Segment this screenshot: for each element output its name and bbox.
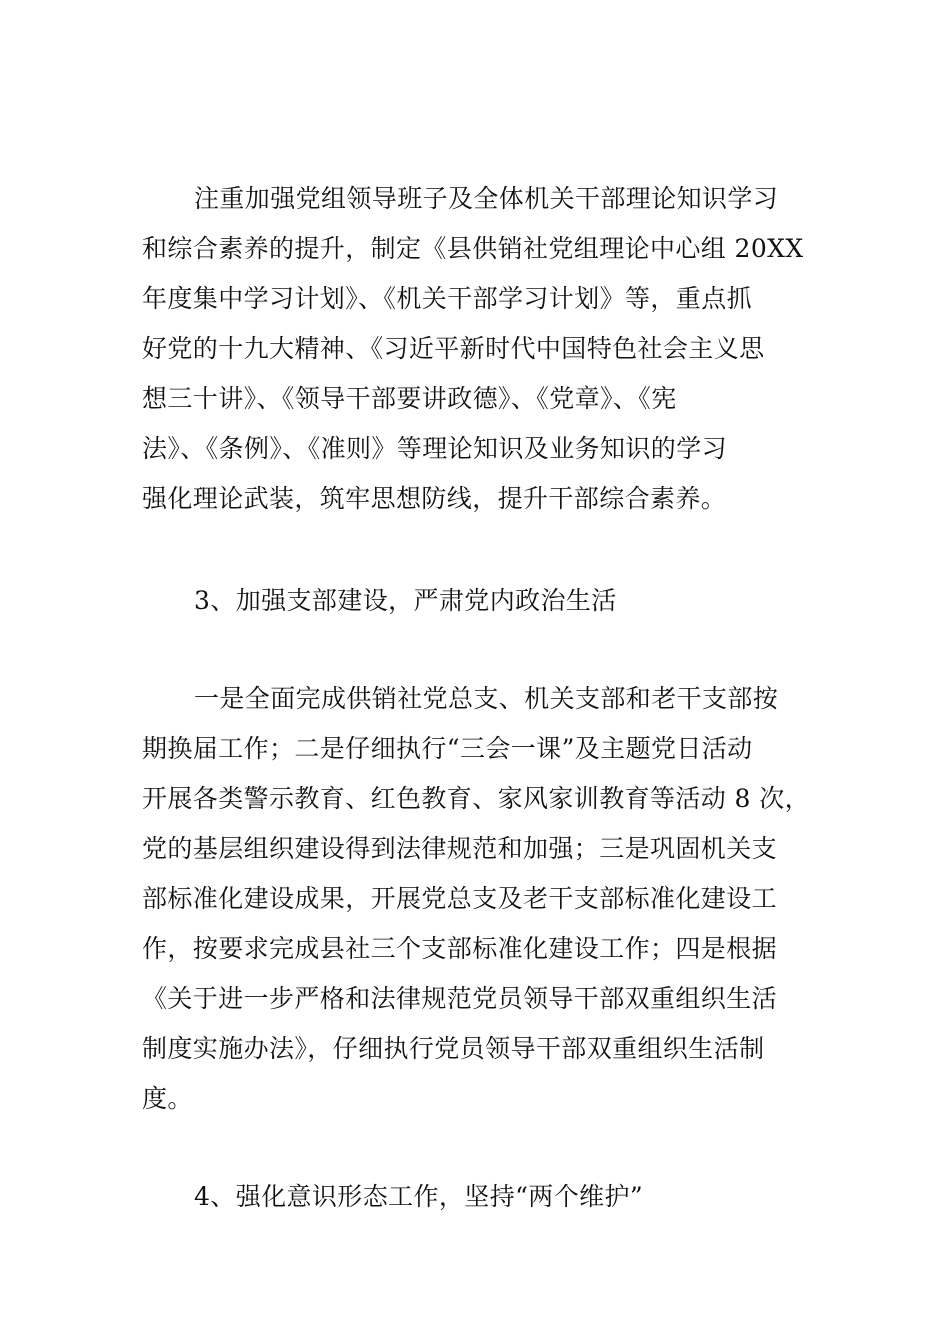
paragraph-1-line-3: 年度集中学习计划》、《机关干部学习计划》等，重点抓 bbox=[142, 284, 753, 313]
paragraph-1-line-5: 想三十讲》、《领导干部要讲政德》、《党章》、《宪 bbox=[142, 384, 677, 413]
section-heading-3: 3、加强支部建设，严肃党内政治生活 bbox=[194, 586, 617, 615]
paragraph-2-line-6: 作，按要求完成县社三个支部标准化建设工作；四是根据 bbox=[142, 934, 778, 963]
paragraph-2-line-7: 《关于进一步严格和法律规范党员领导干部双重组织生活 bbox=[142, 984, 778, 1013]
paragraph-1-line-4: 好党的十九大精神、《习近平新时代中国特色社会主义思 bbox=[142, 334, 765, 363]
paragraph-2-line-5: 部标准化建设成果，开展党总支及老干支部标准化建设工 bbox=[142, 884, 778, 913]
paragraph-2-line-9: 度。 bbox=[142, 1084, 193, 1113]
paragraph-1-line-2: 和综合素养的提升，制定《县供销社党组理论中心组 20XX bbox=[142, 234, 804, 263]
paragraph-1-line-7: 强化理论武装，筑牢思想防线，提升干部综合素养。 bbox=[142, 484, 727, 513]
paragraph-2-line-2: 期换届工作；二是仔细执行“三会一课”及主题党日活动 bbox=[142, 734, 753, 763]
section-heading-4: 4、强化意识形态工作，坚持“两个维护” bbox=[194, 1182, 644, 1211]
paragraph-1-line-1: 注重加强党组领导班子及全体机关干部理论知识学习 bbox=[194, 184, 779, 213]
paragraph-2-line-4: 党的基层组织建设得到法律规范和加强；三是巩固机关支 bbox=[142, 834, 778, 863]
paragraph-1-line-6: 法》、《条例》、《准则》等理论知识及业务知识的学习 bbox=[142, 434, 728, 463]
paragraph-2-line-8: 制度实施办法》，仔细执行党员领导干部双重组织生活制 bbox=[142, 1034, 765, 1063]
paragraph-2-line-3: 开展各类警示教育、红色教育、家风家训教育等活动 8 次， bbox=[142, 784, 811, 813]
paragraph-2-line-1: 一是全面完成供销社党总支、机关支部和老干支部按 bbox=[194, 684, 779, 713]
